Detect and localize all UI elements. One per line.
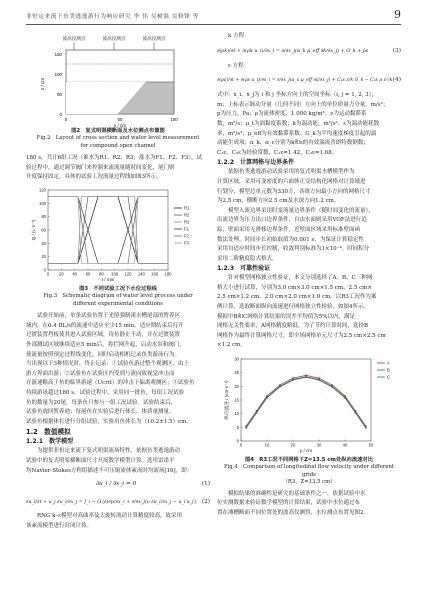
section-heading-1-2: 1.2 数值模拟 — [26, 428, 71, 437]
y-tick-label: 0 — [236, 438, 239, 444]
paragraph-line: 采用二阶精度隐式格式。 — [217, 255, 278, 262]
equation-4-number: (4) — [392, 77, 401, 84]
fig4-caption-cn: 图4 R3工况不同网格下Z=13.5 cm处纵向流速对比 — [244, 457, 374, 464]
series-line-F2 — [48, 197, 168, 264]
data-point-C — [344, 397, 346, 399]
paragraph-line: 鱼的数量为20尾，每条鱼只参与一组工况试验。试验结束后， — [26, 399, 177, 406]
x-tick-label: 120 — [124, 271, 132, 277]
equation-3-number: (3) — [392, 47, 401, 54]
fig3-caption-en-1: Fig.3 Schematic diagram of water level process under — [43, 293, 193, 300]
y-tick-label: 80 — [41, 214, 46, 220]
paragraph-line: C₁ε、C₂ε为经验常数，C₁ε=1.42，C₂ε=1.68。 — [217, 149, 338, 156]
paragraph-line: 数，m²/s；μ_t为涡黏度系数；k为湍动能，m²/s²；ε为湍动能耗散 — [217, 120, 380, 127]
series-line-R3 — [48, 197, 168, 264]
x-tick-label: 160 — [151, 271, 159, 277]
right-paragraph-validation — [217, 274, 401, 351]
fig2-x-tick-2: 100 — [170, 117, 178, 122]
paragraph-line: 过渡装置挡板使其进入试验区域，待鱼静止不动，并在过渡装置 — [26, 332, 181, 339]
paragraph-line: 180 s，共计6组工况（谁水为R1、R2、R3；涨水为F1、F2、F3）。试 — [26, 155, 203, 162]
equation-3-body: ∂(ρk)/∂t + ∂(ρk u_i)/∂x_i = ∂/∂x_j(α_k μ_eff ∂k/∂x_j) + G_k + ρε — [217, 47, 369, 54]
running-header: 非恒定来流下鱼类逃逸游行为响应研究 李 伟 吴树强 吴修锋 等 — [26, 14, 199, 20]
x-tick-label: 100 — [111, 271, 119, 277]
right-column — [217, 32, 401, 518]
left-column — [26, 32, 210, 531]
legend-label-R3: R3 — [184, 219, 190, 225]
fig2-x-axis-label: y / cm — [113, 123, 127, 128]
x-tick-label: 180 — [164, 271, 172, 277]
paragraph-line: 该紊流模型进行封闭计算。 — [26, 522, 93, 529]
figure-2 — [26, 32, 210, 128]
paragraph-line: k 方程： — [228, 33, 250, 39]
page-number: 9 — [394, 8, 401, 21]
section-heading-1-2-2: 1.2.2 计算网格与边界条件 — [217, 159, 295, 167]
paragraph-line: 模拟结果的准确性是研究的基础条件之一，依据试验中水 — [228, 490, 366, 497]
figure-4 — [217, 353, 401, 457]
figure-4-chart — [217, 353, 401, 457]
data-point-C — [292, 379, 294, 381]
paragraph-line: 为2.5 cm，横断方向2.5 cm及水深方向1.2 cm。 — [217, 198, 340, 205]
equation-3 — [217, 42, 401, 62]
x-tick-label: 80 — [98, 271, 104, 277]
y-tick-label: 15 — [234, 397, 239, 403]
paragraph-line: p为压力，Pa；ρ为流体密度，1 000 kg/m³；ν为运动黏滞系 — [217, 111, 367, 118]
fig2-x-tick-0: 0 — [64, 117, 68, 122]
paragraph-line: 域内，在0.4 BL/s的流速中适应至少15 min。适应期结束后打开 — [26, 322, 184, 329]
data-point-C — [305, 376, 307, 378]
paragraph-line: 当出现以下3种情况时，终止记录：①试验鱼游过整个观测区，由上 — [26, 361, 190, 368]
fig2-caption-en-2: for compound open channel — [80, 142, 156, 149]
paragraph-line: 格大小进行试算，分别为3.0 cm×3.0 cm×1.5 cm、2.5 cm× — [217, 284, 372, 291]
series-line-R2 — [48, 197, 168, 264]
figure-3 — [26, 186, 210, 286]
series-line-C — [246, 377, 366, 428]
fig2-point-label-1: 波高仪测点 — [62, 36, 86, 41]
paragraph-line: 率，m²/s³；μ_eff为有效黏滞系数；G_k为平均速度梯度引起的湍 — [217, 130, 377, 137]
x-tick-label: 40 — [342, 442, 348, 448]
x-tick-label: 0 — [46, 271, 50, 277]
y-tick-label: 40 — [41, 240, 46, 246]
paragraph-line: ε 方程： — [228, 62, 250, 69]
paragraph-line: 针对模型网格独立性验证，本文分别选择了A、B、C三种网 — [228, 275, 373, 282]
paragraph-line: 持续游泳超过180 s。试验过程中，采用同一批鱼，每组工况试验 — [26, 389, 185, 396]
header-rule — [26, 24, 401, 25]
equation-4 — [217, 71, 401, 91]
paragraph-line: 2.5 cm×1.2 cm、2.0 cm×2.0 cm×1.0 cm。以R3工况作为案 — [217, 294, 377, 301]
y-tick-label: 30 — [234, 356, 239, 362]
figure-2-diagram — [26, 32, 210, 128]
fig2-point-label-3: 波高仪测点 — [142, 36, 166, 41]
y-tick-label: 120 — [39, 187, 46, 193]
paragraph-line: 使流量按照预定过程线变化，同时启动相机记录鱼类游泳行为。 — [26, 351, 181, 358]
x-axis-label: t / min — [101, 277, 115, 282]
paragraph-line: 模拟中B和C网格计算结果的误差平均值为5%以内，满足 — [217, 313, 355, 320]
paragraph-line: 踪，壁面采用无滑移边界条件，近壁面区域采用标准壁面函 — [217, 226, 361, 233]
paragraph-line: 出流边界为压力出口边界条件，自由水面则采用VOF法进行追 — [217, 217, 367, 224]
paragraph-line: m；上标表示脉动分量（几何不同）方向上的单位质量力分量，m/s²； — [217, 101, 389, 108]
series-line-F3 — [48, 197, 168, 264]
fig2-y-axis-label: z / cm — [40, 77, 45, 91]
section-heading-1-2-3: 1.2.3 可靠性验证 — [217, 265, 271, 273]
data-point-C — [355, 412, 357, 414]
legend-label-B: B — [387, 367, 390, 373]
fig2-caption-cn: 图2 复式明渠横断面及水位测点布置图 — [71, 128, 165, 134]
y-tick-label: 60 — [41, 227, 46, 233]
plot-frame — [241, 359, 371, 441]
fig2-y-tick-0: 0 — [59, 112, 62, 117]
fig2-caption-en-1: Fig.2 Layout of cross section and water level measurement — [36, 135, 200, 142]
paragraph-line: 依据鱼类逃逸游动试验采用的复式明渠水槽模型作为 — [228, 169, 355, 176]
equation-2-body: ∂u_i/∂t + u_j ∂u_i/∂x_j = f_i − (1/ρ)∂p/∂x_i + ∂/∂x_j(ν ∂u_i/∂x_j − u_i′u_j′) — [26, 500, 197, 506]
fig3-caption-en-2: different experimental conditions — [73, 300, 163, 307]
fig2-x-tick-1: 50 — [117, 117, 123, 122]
equation-1 — [26, 476, 210, 494]
data-point-C — [245, 427, 247, 429]
x-tick-label: 140 — [137, 271, 145, 277]
paragraph-line: 动能生成项；α_k、α_ε分别为k和ε的有效湍流普朗特数倒数； — [217, 140, 369, 147]
fig3-caption-cn: 图3 不同试验工况下水位过程线 — [79, 286, 157, 292]
figure-3-chart — [26, 186, 210, 286]
paragraph-line: 置在滩槽断面不同位置处的波高仪测得，水位测点布置见图2。 — [217, 509, 370, 516]
y-tick-label: 0 — [43, 267, 46, 273]
data-point-C — [256, 412, 258, 414]
series-line-A — [246, 375, 366, 426]
legend-label-F2: F2 — [184, 233, 189, 239]
y-axis-label: 纵向流速 / (cm·s⁻¹) — [224, 380, 229, 420]
paragraph-line: 游方界面出游；②试验鱼在试验区内受到与流向致视觉冲击而 — [26, 370, 175, 377]
series-line-F1 — [48, 197, 168, 264]
paragraph-line: 试验鱼放回暂养池；每尾鱼在实验后进行体长、体质量测量。 — [26, 409, 175, 416]
paragraph-line: 数法处理。时间步长初始取值为0.001 s，为保证计算稳定性 — [217, 236, 364, 243]
paragraph-line: 位实测数据来验证数学模型的计算结果，试验中水位通过布 — [217, 500, 361, 507]
paragraph-line: 例计算，选取断面纵向流速进行网格独立性检验，如图4所示。 — [217, 304, 370, 311]
fig4-caption-en-2: （R3，Z=13.5 cm） — [282, 479, 336, 486]
paragraph-line: 模型入流边界采用时变流量边界条件（随时间变化的流量）， — [228, 207, 374, 214]
paragraph-line: 均Navier-Stokes方程组描述不可压缩流体紊流时均流场[16]，即： — [26, 467, 193, 474]
y-tick-label: 5 — [236, 424, 239, 430]
paragraph-line: 计算区域，采用可变密度的六面体正交结构化网格对计算域进 — [217, 178, 366, 185]
legend-label-F1: F1 — [184, 226, 189, 232]
y-axis-label: Q / (L·s⁻¹) — [31, 219, 36, 241]
fig4-caption-en-1: Fig.4 Comparison of longitudinal flow velocity under different grids — [223, 464, 395, 478]
series-line-R1 — [48, 197, 168, 264]
fig2-point-label-2: 波高仪测点 — [102, 36, 126, 41]
equation-4-body: ∂(ρε)/∂t + ∂(ρε u_i)/∂x_i = ∂/∂x_j(α_ε μ_eff ∂ε/∂x_j) + C₁ε ε/k G_k − C₂ε ρ ε²/k — [217, 78, 393, 84]
equation-2-number: (2) — [201, 499, 210, 506]
paragraph-line: 开度保持固定。具体的试验工况流量过程线如图3所示。 — [26, 174, 162, 181]
data-point-C — [279, 386, 281, 388]
y-tick-label: 20 — [41, 254, 46, 260]
paragraph-line: 验过程中，通过调节阀门来控制来流流量随时间变化，尾门则 — [26, 164, 175, 171]
paragraph-line: RNG k–ε模型对高曲率及大旋转流动计算精度较高，故采用 — [37, 513, 183, 520]
data-point-C — [318, 379, 320, 381]
paragraph-line: 试验鱼根据体长进行分组试验，实验用鱼体长为（10.2±1.5）cm。 — [26, 418, 192, 425]
x-tick-label: 20 — [290, 442, 296, 448]
equation-1-body: ∂u_i / ∂x_i = 0 — [96, 481, 137, 488]
paragraph-line: 为提供非恒定来流下复式明渠流场特性，依据鱼类逃逸游动 — [37, 448, 181, 455]
legend-label-R1: R1 — [184, 205, 190, 211]
y-tick-label: 10 — [234, 411, 239, 417]
equation-1-number: (1) — [201, 481, 210, 488]
paragraph-line: 网格作为最终计算网格尺寸，即全场网格单元尺寸为2.5 cm×2.5 cm — [217, 332, 386, 339]
y-tick-label: 100 — [39, 200, 46, 206]
x-tick-label: 0 — [239, 442, 243, 448]
section-heading-1-2-1: 1.2.1 数学模型 — [26, 438, 74, 446]
paragraph-line: 采用自适应时间步长控制，收敛判别标准为1×10⁻⁴。时间积分 — [217, 246, 370, 253]
data-point-C — [331, 386, 333, 388]
x-tick-label: 50 — [368, 442, 374, 448]
fig2-y-tick-3: 150 — [54, 52, 62, 57]
y-tick-label: 25 — [234, 370, 239, 376]
right-paragraph-symbols — [217, 91, 401, 158]
paragraph-line: 外部测试区域继续适应5 min后，将拦网升起，启动水泵和阀门， — [26, 342, 185, 348]
x-tick-label: 30 — [316, 442, 322, 448]
fig2-y-tick-2: 100 — [54, 72, 62, 77]
equation-2 — [26, 494, 210, 512]
paragraph-line: 试验中的复式明渠横断面尺寸开展数学模型计算。选用雷诺平 — [26, 457, 175, 464]
paragraph-line: 在游速略高于鱼的临界游速（Ucrit）的冲击下偏离观测区；③试验鱼 — [26, 380, 195, 387]
x-tick-label: 40 — [72, 271, 78, 277]
paragraph-line: 行划分，模型总单元数为330万，各维方向最小方向的网格尺寸 — [217, 188, 371, 195]
legend-label-F3: F3 — [184, 240, 189, 246]
legend-label-R2: R2 — [184, 212, 190, 218]
data-point-C — [365, 427, 367, 429]
left-paragraph-2 — [26, 312, 210, 427]
x-tick-label: 20 — [58, 271, 64, 277]
fig2-y-tick-1: 50 — [57, 92, 62, 97]
x-tick-label: 10 — [264, 442, 270, 448]
x-axis-label: y / cm — [299, 448, 313, 454]
paragraph-line: 式中：x_i、x_j为 i 和 j 坐标方向上的空间坐标（i, j = 1, 2, 3）， — [217, 92, 377, 99]
paragraph-line: ×1.2 cm。 — [217, 342, 246, 349]
y-tick-label: 20 — [234, 383, 239, 389]
paragraph-line: 试验开始前，单条试验鱼置于光照强制渚水槽尾部的暂养区 — [37, 313, 181, 320]
right-paragraph-mesh — [217, 168, 401, 264]
legend-label-C: C — [387, 374, 391, 380]
data-point-C — [266, 397, 268, 399]
x-tick-label: 60 — [85, 271, 91, 277]
paragraph-line: 网格无关性要求，A网格精度略低。为了节约计算时间，选择B — [217, 323, 369, 330]
plot-frame — [48, 190, 168, 270]
legend-label-A: A — [387, 360, 390, 366]
